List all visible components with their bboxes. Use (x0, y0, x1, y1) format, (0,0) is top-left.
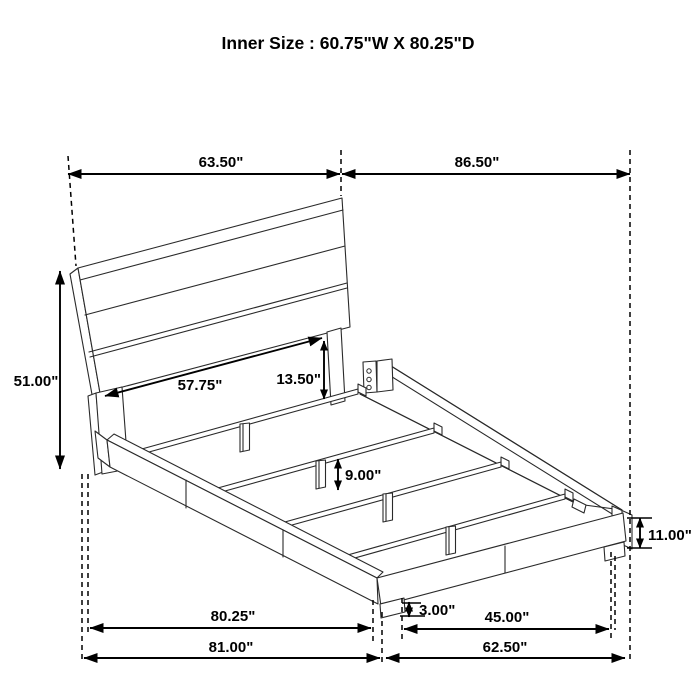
dim-headboard-to-slat (276, 341, 324, 399)
extension-line (68, 156, 76, 266)
bracket-hole (367, 369, 371, 373)
dim-headboard-width-label: 63.50" (198, 154, 244, 171)
dim-rail-inner-length-label: 80.25" (210, 608, 256, 625)
dim-center-leg-height (338, 459, 381, 490)
dim-footboard-width (386, 639, 625, 658)
bracket-hole (367, 377, 371, 381)
dim-headboard-height-label: 51.00" (13, 373, 59, 390)
slat-cleat (360, 394, 577, 504)
dim-headboard-inner-width-label: 57.75" (177, 377, 223, 394)
dim-headboard-width (68, 154, 340, 174)
dim-foot-clearance (400, 602, 455, 619)
dim-foot-clearance-label: 3.00" (419, 602, 456, 619)
dim-corner-height (627, 518, 692, 548)
dim-side-length-label: 86.50" (454, 154, 500, 171)
side-rail-right-inner-face (360, 361, 622, 510)
dim-footboard-recess-label: 45.00" (484, 609, 530, 626)
bed-drawing (70, 198, 632, 618)
headboard-panel (78, 198, 350, 393)
dim-footboard-width-label: 62.50" (482, 639, 528, 656)
center-leg-2 (316, 460, 326, 489)
bracket-hole (367, 385, 371, 389)
rail-bracket (363, 359, 393, 393)
page-title: Inner Size : 60.75"W X 80.25"D (221, 33, 475, 53)
side-rail-right (360, 361, 632, 549)
side-rail-right-inner-edge (381, 370, 617, 517)
dim-corner-height-label: 11.00" (648, 527, 692, 544)
dim-overall-length-label: 81.00" (208, 639, 254, 656)
footboard-fascia (377, 513, 626, 606)
rail-bracket-flange (377, 359, 393, 392)
center-leg-3 (383, 493, 393, 522)
dim-headboard-height (14, 271, 60, 469)
center-leg-4 (446, 526, 456, 555)
dim-side-length (342, 154, 630, 174)
dim-headboard-to-slat-label: 13.50" (276, 371, 321, 388)
dim-overall-length (84, 639, 380, 658)
dim-rail-inner-length (90, 608, 371, 628)
center-leg-1 (240, 423, 250, 452)
dim-center-leg-height-label: 9.00" (345, 467, 382, 484)
